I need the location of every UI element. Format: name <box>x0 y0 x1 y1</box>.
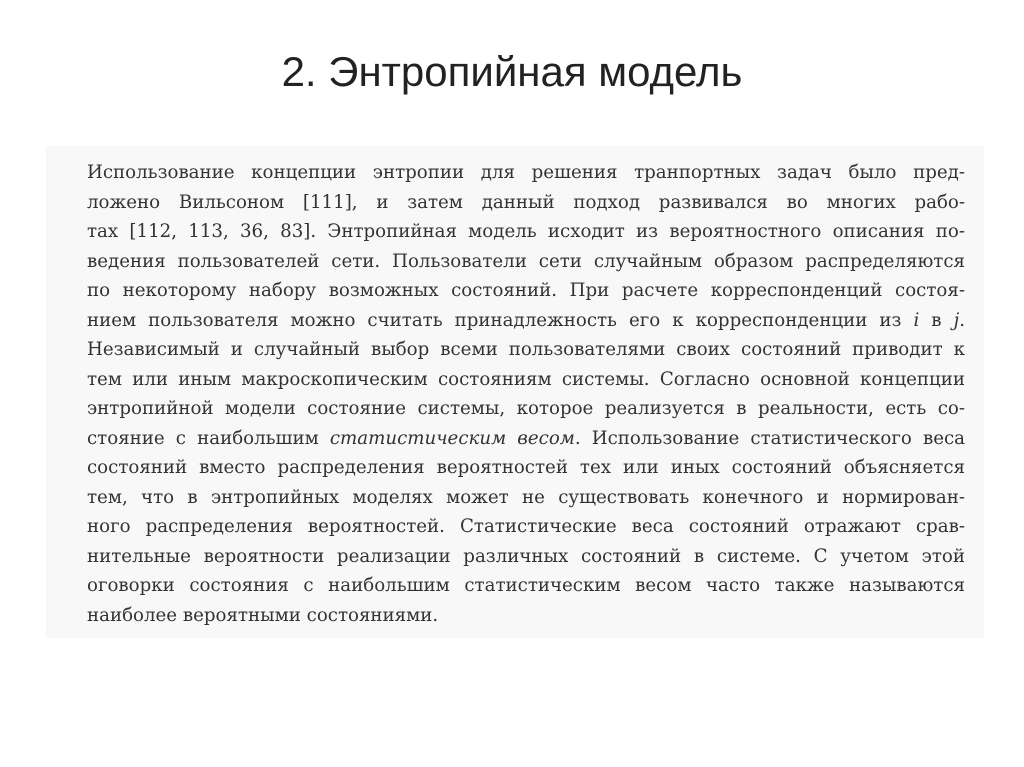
text-fragment: нием пользователя можно считать принадлежность его к корреспонденции из <box>87 309 914 331</box>
text-line: Независимый и случайный выбор всеми пользователями своих состояний приводит к <box>87 339 965 360</box>
text-fragment: в <box>919 309 954 331</box>
text-fragment: . Использование статистического веса <box>574 427 965 449</box>
slide-title: 2. Энтропийная модель <box>281 48 743 95</box>
text-line: по некоторому набору возможных состояний. При расчете корреспонденций состоя- <box>87 280 965 301</box>
math-variable: i <box>913 309 920 331</box>
text-line: состояний вместо распределения вероятностей тех или иных состояний объясняется <box>87 457 965 478</box>
text-line: нительные вероятности реализации различных состояний в системе. С учетом этой <box>87 545 965 567</box>
text-line <box>87 306 965 336</box>
text-line: наиболее вероятными состояниями. <box>87 604 439 626</box>
math-variable: j <box>953 309 960 331</box>
text-fragment: . <box>959 309 966 331</box>
text-fragment: стояние с наибольшим <box>87 427 330 449</box>
text-line: ложено Вильсоном [111], и затем данный подход развивался во многих рабо- <box>87 191 965 213</box>
text-line: тах [112, 113, 36, 83]. Энтропийная модель исходит из вероятностного описания по- <box>87 221 965 242</box>
text-line: энтропийной модели состояние системы, которое реализуется в реальности, есть со- <box>87 398 965 419</box>
text-line: ведения пользователей сети. Пользователи сети случайным образом распределяются <box>87 250 965 272</box>
text-line: тем, что в энтропийных моделях может не существовать конечного и нормирован- <box>87 486 965 508</box>
body-text <box>87 158 965 630</box>
text-line <box>87 424 965 454</box>
emphasized-term: статистическим весом <box>329 427 575 449</box>
text-line: оговорки состояния с наибольшим статистическим весом часто также называются <box>87 575 965 596</box>
text-line: Использование концепции энтропии для решения транпортных задач было пред- <box>87 162 965 183</box>
text-line: тем или иным макроскопическим состояниям системы. Согласно основной концепции <box>87 368 965 390</box>
text-line: ного распределения вероятностей. Статистические веса состояний отражают срав- <box>87 516 965 537</box>
